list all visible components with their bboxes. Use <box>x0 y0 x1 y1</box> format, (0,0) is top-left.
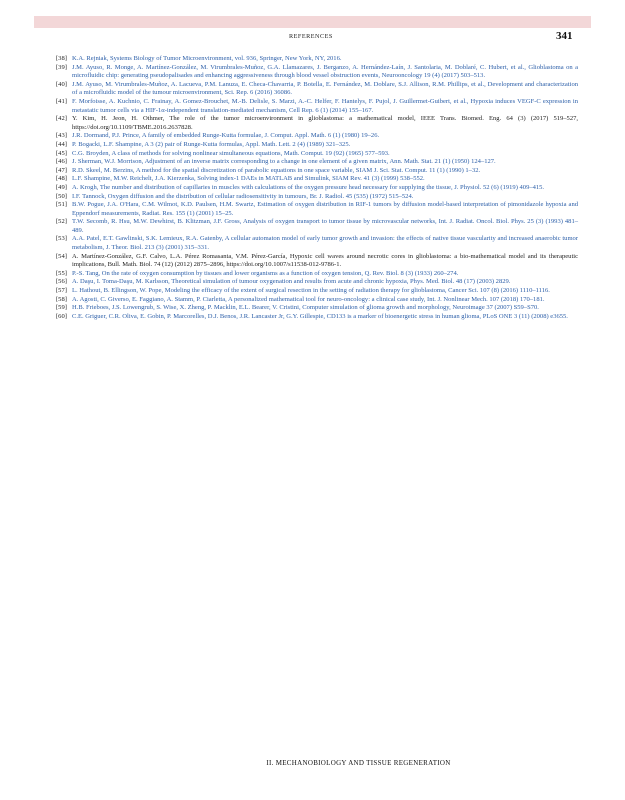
reference-number: [51] <box>56 201 67 209</box>
reference-item <box>56 175 578 184</box>
reference-text[interactable]: J.M. Ayuso, M. Virumbrales-Muñoz, A. Lacueva, P.M. Lanuza, E. Checa-Chavarria, P. Botella, E. Fernández, M. Doblare, S.J. Allison, R.M. Phillips, et al., Development and characterization of a microfluidic model of the tumour microenvironment, Sci. Rep. 6 (2016) 36086. <box>72 80 578 97</box>
reference-number: [43] <box>56 132 67 140</box>
reference-text: A. Martínez-González, G.F. Calvo, L.A. Pérez Romasanta, V.M. Pérez-García, Hypoxic cell waves around necrotic cores in glioblastoma: a bio-mathematical model and its therapeutic implications, Bull. Math. Biol. 74 (12) (2012) 2875–2896, https://doi.org/10.1007/s11538-012-9786-1. <box>72 252 578 269</box>
reference-item <box>56 218 578 235</box>
reference-number: [59] <box>56 304 67 312</box>
reference-item <box>56 115 578 132</box>
reference-text[interactable]: H.B. Frieboes, J.S. Lowengrub, S. Wise, X. Zheng, P. Macklin, E.L. Bearer, V. Cristini, Computer simulation of glioma growth and morphology, Neuroimage 37 (2007) S59–S70. <box>72 304 539 312</box>
reference-text[interactable]: J.M. Ayuso, R. Monge, A. Martínez-González, M. Virumbrales-Muñoz, G.A. Llamazares, J. Berganzo, A. Hernández-Laín, J. Santolaria, M. Doblaré, C. Hubert, et al., Glioblastoma on a microfluidic chip: generating pseudopalisades and enhancing aggressiveness through blood vessel obstruction events, Neurooncology 19 (4) (2017) 503–513. <box>72 63 578 80</box>
header-band <box>34 16 591 28</box>
reference-number: [50] <box>56 192 67 200</box>
reference-text[interactable]: C.E. Griguer, C.R. Oliva, E. Gobin, P. Marcorelles, D.J. Benos, J.R. Lancaster Jr, G.Y. Gillespie, CD133 is a marker of bioenergetic stress in human glioma, PLoS ONE 3 (11) (2008) e3655. <box>72 312 568 320</box>
reference-number: [41] <box>56 97 67 105</box>
reference-text[interactable]: P. Bogacki, L.F. Shampine, A 3 (2) pair of Runge-Kutta formulas, Appl. Math. Lett. 2 (4) (1989) 321–325. <box>72 140 351 148</box>
reference-item <box>56 150 578 159</box>
reference-text[interactable]: I.F. Tannock, Oxygen diffusion and the distribution of cellular radiosensitivity in tumours, Br. J. Radiol. 45 (535) (1972) 515–524. <box>72 192 414 200</box>
reference-item <box>56 158 578 167</box>
reference-number: [58] <box>56 295 67 303</box>
reference-item <box>56 184 578 193</box>
reference-text[interactable]: R.D. Skeel, M. Berzins, A method for the spatial discretization of parabolic equations in one space variable, SIAM J. Sci. Stat. Comput. 11 (1) (1990) 1–32. <box>72 166 481 174</box>
reference-item <box>56 270 578 279</box>
reference-number: [48] <box>56 175 67 183</box>
page-footer <box>0 759 625 767</box>
reference-number: [39] <box>56 63 67 71</box>
reference-item <box>56 278 578 287</box>
reference-number: [52] <box>56 218 67 226</box>
reference-text[interactable]: J.R. Dormand, P.J. Prince, A family of embedded Runge-Kutta formulae, J. Comput. Appl. Math. 6 (1) (1980) 19–26. <box>72 132 380 140</box>
reference-text[interactable]: B.W. Pogue, J.A. O'Hara, C.M. Wilmot, K.D. Paulsen, H.M. Swartz, Estimation of oxygen distribution in RIF-1 tumors by diffusion model-based interpretation of pimonidazole hypoxia and Eppendorf measurements, Radiat. Res. 155 (1) (2001) 15–25. <box>72 201 578 217</box>
reference-text[interactable]: A. Daşu, I. Toma-Daşu, M. Karlsson, Theoretical simulation of tumour oxygenation and results from acute and chronic hypoxia, Phys. Med. Biol. 48 (17) (2003) 2829. <box>72 278 511 286</box>
reference-text[interactable]: A.A. Patel, E.T. Gawlinski, S.K. Lemieux, R.A. Gatenby, A cellular automaton model of early tumor growth and invasion: the effects of native tissue vascularity and increased anaerobic tumor metabolism, J. Theor. Biol. 213 (3) (2001) 315–331. <box>72 235 578 252</box>
reference-text[interactable]: F. Morfoisse, A. Kuchnio, C. Frainay, A. Gomez-Brouchet, M.-B. Delisle, S. Marzi, A.-C. Helfer, F. Hantelys, F. Pujol, J. Guillermet-Guibert, et al., Hypoxia induces VEGF-C expression in metastatic tumor cells via a HIF-1α-independent translation-mediated mechanism, Cell Rep. 6 (1) (2014) 155–167. <box>72 97 578 114</box>
reference-number: [44] <box>56 140 67 148</box>
reference-number: [45] <box>56 149 67 157</box>
reference-item <box>56 313 578 322</box>
reference-text[interactable]: A. Krogh, The number and distribution of capillaries in muscles with calculations of the oxygen pressure head necessary for supplying the tissue, J. Physiol. 52 (6) (1919) 409–415. <box>72 183 545 191</box>
page-number: 341 <box>556 30 573 42</box>
reference-item <box>56 193 578 202</box>
reference-item <box>56 132 578 141</box>
reference-number: [47] <box>56 166 67 174</box>
reference-item <box>56 201 578 218</box>
reference-item <box>56 64 578 81</box>
reference-text[interactable]: P.-S. Tang, On the rate of oxygen consumption by tissues and lower organisms as a function of oxygen tension, Q. Rev. Biol. 8 (3) (1933) 260–274. <box>72 269 459 277</box>
reference-number: [53] <box>56 235 67 243</box>
reference-text: Y. Kim, H. Jeon, H. Othmer, The role of the tumor microenvironment in glioblastoma: a mathematical model, IEEE Trans. Biomed. Eng. 64 (3) (2017) 519–527, https://doi.org/10.1109/TBME.2016.2637828. <box>72 115 578 131</box>
reference-text[interactable]: J. Sherman, W.J. Morrison, Adjustment of an inverse matrix corresponding to a change in one element of a given matrix, Ann. Math. Stat. 21 (1) (1950) 124–127. <box>72 158 496 166</box>
reference-item <box>56 141 578 150</box>
reference-number: [38] <box>56 55 67 62</box>
reference-text[interactable]: T.W. Secomb, R. Hsu, M.W. Dewhirst, B. Klitzman, J.F. Gross, Analysis of oxygen transport to tumor tissue by microvascular networks, Int. J. Radiat. Oncol. Biol. Phys. 25 (3) (1993) 481–489. <box>72 218 578 234</box>
reference-number: [60] <box>56 312 67 320</box>
reference-number: [42] <box>56 115 67 123</box>
reference-text[interactable]: L.F. Shampine, M.W. Reichelt, J.A. Kierzenka, Solving index-1 DAEs in MATLAB and Simulink, SIAM Rev. 41 (3) (1999) 538–552. <box>72 175 425 183</box>
reference-text[interactable]: C.G. Broyden, A class of methods for solving nonlinear simultaneous equations, Math. Comput. 19 (92) (1965) 577–593. <box>72 149 390 157</box>
reference-item <box>56 296 578 305</box>
reference-item <box>56 98 578 115</box>
reference-item <box>56 81 578 98</box>
reference-number: [54] <box>56 252 67 260</box>
reference-number: [40] <box>56 80 67 88</box>
reference-text[interactable]: K.A. Rejniak, Systems Biology of Tumor Microenvironment, vol. 936, Springer, New York, NY, 2016. <box>72 55 342 62</box>
reference-list <box>56 55 578 321</box>
reference-number: [55] <box>56 269 67 277</box>
reference-text[interactable]: L. Hathout, B. Ellingson, W. Pope, Modeling the efficacy of the extent of surgical resection in the setting of radiation therapy for glioblastoma, Cancer Sci. 107 (8) (2016) 1110–1116. <box>72 287 550 295</box>
reference-item <box>56 287 578 296</box>
reference-number: [57] <box>56 287 67 295</box>
reference-item <box>56 235 578 252</box>
reference-number: [46] <box>56 158 67 166</box>
reference-item <box>56 304 578 313</box>
reference-item <box>56 167 578 176</box>
running-title: REFERENCES <box>289 33 333 40</box>
reference-number: [49] <box>56 183 67 191</box>
reference-text[interactable]: A. Agosti, C. Giverso, E. Faggiano, A. Stamm, P. Ciarletta, A personalized mathematical tool for neuro-oncology: a clinical case study, Int. J. Nonlinear Mech. 107 (2018) 170–181. <box>72 295 545 303</box>
footer-section-title: II. MECHANOBIOLOGY AND TISSUE REGENERATION <box>266 759 451 767</box>
reference-item <box>56 55 578 64</box>
reference-number: [56] <box>56 278 67 286</box>
reference-item <box>56 253 578 270</box>
